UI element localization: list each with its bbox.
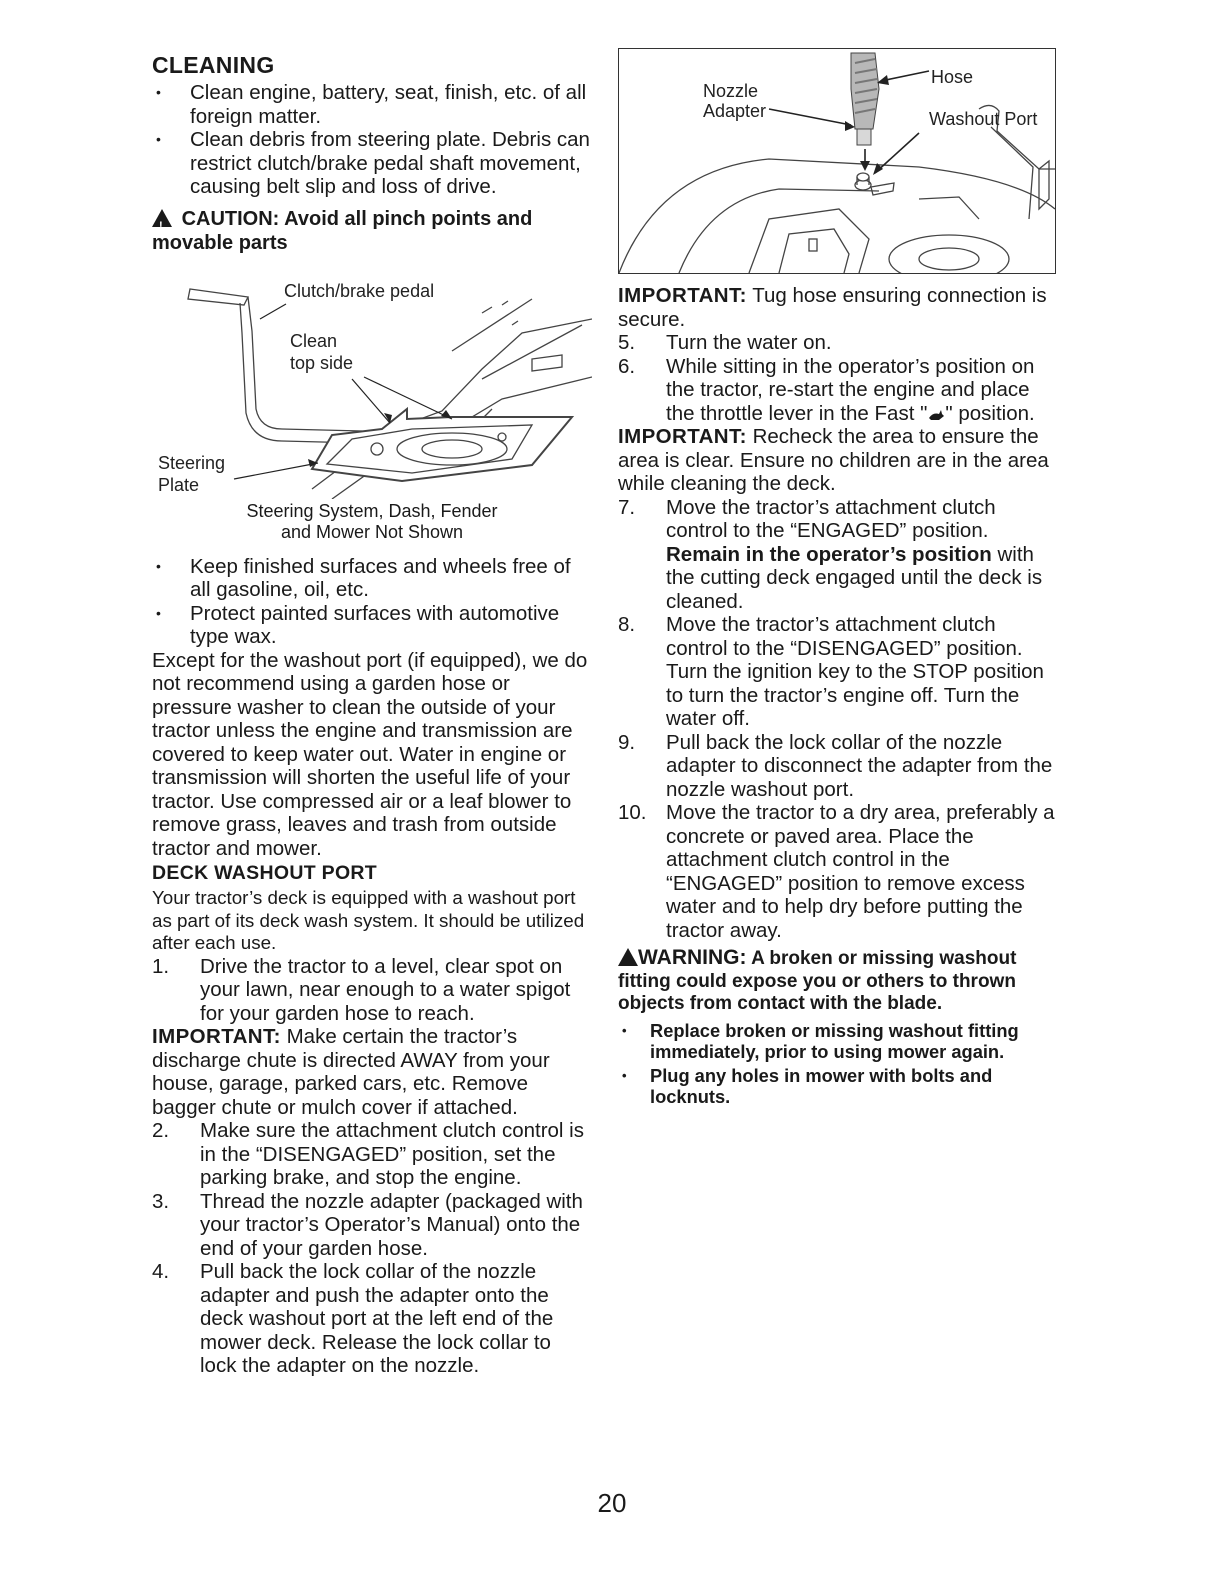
step-text: Pull back the lock collar of the nozzle adapter and push the adapter onto the deck washout port at the left end of the mower deck. Release the lock collar to lock the adapter on the nozzle. (200, 1260, 554, 1377)
important-label: IMPORTANT: (618, 284, 747, 307)
important-note (152, 1025, 592, 1119)
left-column (152, 48, 592, 1378)
step-item (618, 731, 1058, 802)
list-item: • Keep finished surfaces and wheels free of all gasoline, oil, etc. (152, 555, 592, 602)
label-hose: Hose (931, 67, 974, 87)
washout-paragraph: Except for the washout port (if equipped), we do not recommend using a garden hose or pressure washer to clean the outside of your tractor unless the engine and transmission are covered to keep water out. Water in engine or transmission will shorten the useful life of your tractor. Use compressed air or a leaf blower to remove grass, leaves and trash from outside tractor and mower. (152, 648, 588, 860)
warning-triangle-icon (618, 948, 638, 966)
list-item: • Plug any holes in mower with bolts and locknuts. (618, 1065, 1058, 1108)
step-text: Pull back the lock collar of the nozzle adapter to disconnect the adapter from the nozzle washout port. (666, 730, 1053, 801)
rabbit-fast-icon (927, 404, 945, 418)
washout-port-illustration (619, 49, 1055, 273)
important-text: Tug hose ensuring connection is secure. (618, 284, 1047, 331)
step-number: 9. (618, 730, 636, 754)
step-item (618, 331, 1058, 355)
label-clutch-brake-pedal: Clutch/brake pedal (284, 280, 435, 301)
step-number: 5. (618, 331, 636, 354)
steps-list-4 (618, 496, 1058, 943)
step-item (618, 496, 1058, 614)
section-title-cleaning: CLEANING (152, 52, 275, 78)
caption-line: and Mower Not Shown (280, 521, 464, 542)
step-text: Thread the nozzle adapter (packaged with your tractor’s Operator’s Manual) onto the end of your garden hose. (200, 1189, 583, 1260)
right-column (618, 48, 1058, 1110)
warning-bullets (618, 1020, 1058, 1108)
step-emphasis: Remain in the operator’s position (666, 542, 992, 566)
step-number: 10. (618, 801, 647, 824)
caption-line: Steering System, Dash, Fender (246, 500, 498, 521)
label-top-side: top side (290, 352, 354, 373)
warning-label: WARNING: (638, 946, 747, 969)
step-item (618, 613, 1058, 731)
step-item (152, 955, 592, 1026)
caution-notice (152, 207, 592, 255)
step-number: 4. (152, 1260, 170, 1283)
steering-plate-figure (152, 259, 592, 499)
step-number: 3. (152, 1189, 170, 1213)
section-title-deck-washout: DECK WASHOUT PORT (152, 862, 378, 884)
label-nozzle: Nozzle (703, 81, 759, 101)
important-note (618, 284, 1058, 331)
warning-notice (618, 946, 1058, 1016)
label-adapter: Adapter (703, 101, 767, 121)
step-item (152, 1190, 592, 1261)
step-number: 2. (152, 1119, 170, 1142)
cleaning-bullets (152, 81, 592, 199)
label-clean: Clean (290, 330, 338, 351)
list-item: • Clean debris from steering plate. Debris can restrict clutch/brake pedal shaft movement, causing belt slip and loss of drive. (152, 128, 592, 199)
deck-intro: Your tractor’s deck is equipped with a washout port as part of its deck wash system. It should be utilized after each use. (152, 887, 585, 953)
step-item (618, 801, 1058, 942)
step-text: Move the tractor’s attachment clutch control to the “ENGAGED” position. (666, 495, 996, 542)
caution-triangle-icon: ! (152, 209, 172, 227)
page-number: 20 (597, 1488, 627, 1518)
step-number: 1. (152, 954, 170, 978)
washout-port-figure (618, 48, 1056, 274)
label-steering: Steering (158, 452, 226, 473)
step-text: Turn the water on. (666, 331, 832, 354)
list-item: • Protect painted surfaces with automotive type wax. (152, 602, 592, 649)
list-item: • Replace broken or missing washout fitting immediately, prior to using mower again. (618, 1020, 1058, 1063)
important-text: Make certain the tractor’s discharge chute is directed AWAY from your house, garage, parked cars, etc. Remove bagger chute or mulch cover if attached. (152, 1025, 550, 1119)
step-item (618, 355, 1058, 426)
step-text: Make sure the attachment clutch control is in the “DISENGAGED” position, set the parking brake, and stop the engine. (200, 1119, 584, 1189)
list-item: • Clean engine, battery, seat, finish, etc. of all foreign matter. (152, 81, 592, 128)
steps-list-3 (618, 331, 1058, 425)
step-item (152, 1260, 592, 1378)
figure-caption (152, 501, 592, 543)
step-text: Drive the tractor to a level, clear spot on your lawn, near enough to a water spigot for your garden hose to reach. (200, 954, 571, 1025)
label-plate: Plate (158, 474, 200, 495)
step-text: Move the tractor to a dry area, preferably a concrete or paved area. Place the attachment clutch control in the “ENGAGED” position to remove excess water and to help dry before putting the tractor away. (666, 801, 1055, 942)
step-item (152, 1119, 592, 1190)
important-note (618, 425, 1058, 496)
caution-text: Avoid all pinch points and movable parts (152, 207, 533, 254)
finish-bullets (152, 555, 592, 649)
step-text: Move the tractor’s attachment clutch control to the “DISENGAGED” position. Turn the ignition key to the STOP position to turn the tractor’s engine off. Turn the water off. (666, 613, 1044, 730)
step-text: with the cutting deck engaged until the deck is cleaned. (666, 542, 1043, 613)
important-label: IMPORTANT: (152, 1025, 281, 1048)
caution-label: CAUTION: (181, 207, 280, 230)
steps-list-2 (152, 1119, 592, 1378)
label-washout-port: Washout Port (929, 109, 1038, 129)
step-number: 6. (618, 354, 636, 378)
warning-text: A broken or missing washout fitting could expose you or others to thrown objects from contact with the blade. (618, 948, 1017, 1014)
step-number: 8. (618, 613, 636, 636)
important-text: Recheck the area to ensure the area is clear. Ensure no children are in the area while cleaning the deck. (618, 425, 1049, 495)
step-text: While sitting in the operator’s position on the tractor, re-start the engine and place the throttle lever in the Fast " (666, 354, 1035, 425)
steps-list-1 (152, 955, 592, 1026)
step-text: " position. (945, 401, 1035, 425)
step-number: 7. (618, 495, 636, 519)
important-label: IMPORTANT: (618, 425, 747, 448)
